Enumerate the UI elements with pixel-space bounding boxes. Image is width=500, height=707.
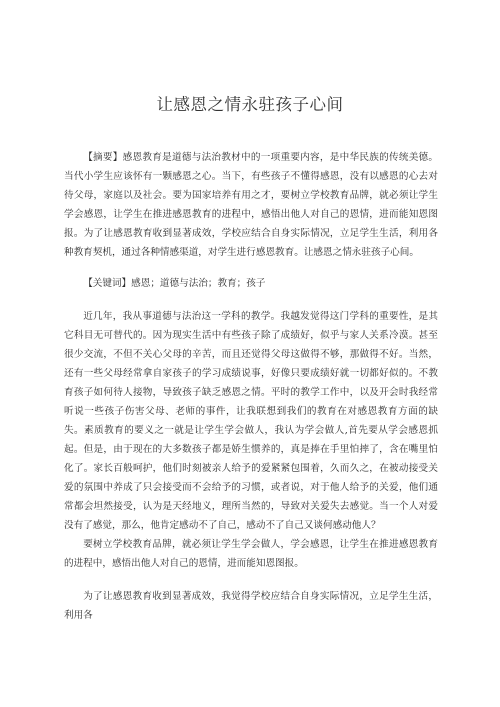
document-title: 让感恩之情永驻孩子心间	[156, 95, 344, 114]
body-paragraph-3: 为了让感恩教育收到显著成效，我觉得学校应结合自身实际情况，立足学生生活，利用各	[64, 591, 438, 621]
body-paragraph-1: 近几年，我从事道德与法治这一学科的教学。我越发觉得这门学科的重要性，是其它科目无可替代的。因为现实生活中有些孩子除了成绩好，似乎与家人关系冷漠。甚至很少交流，不但不关心父母的辛苦，而且还觉得父母这做得不够，那做得不好。当然，还有一些父母经常拿自家孩子的学习成绩说事，好像只要成绩好就一切都好似的。不教育孩子如何待人接物，导致孩子缺乏感恩之情。平时的教学工作中，以及开会时我经常听说一些孩子伤害父母、老师的事件，让我联想到我们的教育在对感恩教育方面的缺失。素质教育的要义之一就是让学生学会做人，我认为学会做人,首先要从学会感恩抓起。但是，由于现在的大多数孩子都是娇生惯养的，真是捧在手里怕摔了，含在嘴里怕化了。家长百般呵护，他们时刻被亲人给予的爱紧紧包围着，久而久之，在被动接受关爱的氛围中养成了只会接受而不会给予的习惯，或者说，对于他人给予的关爱，他们通常都会坦然接受，认为是天经地义，理所当然的，导致对关爱失去感觉。当一个人对爱没有了感觉，那么，他肯定感动不了自己，感动不了自己又谈何感动他人？	[64, 311, 438, 531]
abstract-text: 感恩教育是道德与法治教材中的一项重要内容，是中华民族的传统美德。当代小学生应该怀有一颗感恩之心。当下，有些孩子不懂得感恩，没有以感恩的心去对待父母，家庭以及社会。要为国家培养有用之才，要树立学校教育品牌，就必须让学生学会感恩，让学生在推进感恩教育的进程中，感悟出他人对自己的恩情，进而能知恩图报。为了让感恩教育收到显著成效，学校应结合自身实际情况，立足学生生活，利用各种教育契机，通过各种情感渠道，对学生进行感恩教育。让感恩之情永驻孩子心间。	[64, 152, 439, 258]
document-body	[64, 148, 438, 625]
keywords-label: 【关键词】	[83, 278, 132, 289]
keywords-text: 感恩；道德与法治；教育；孩子	[131, 278, 266, 289]
abstract-label: 【摘要】	[83, 152, 123, 163]
body-paragraph-2: 要树立学校教育品牌，就必须让学生学会做人，学会感恩，让学生在推进感恩教育的进程中，感悟出他人对自己的恩情，进而能知恩图报。	[64, 539, 438, 569]
keywords-paragraph	[64, 274, 438, 293]
abstract-paragraph	[64, 148, 438, 262]
